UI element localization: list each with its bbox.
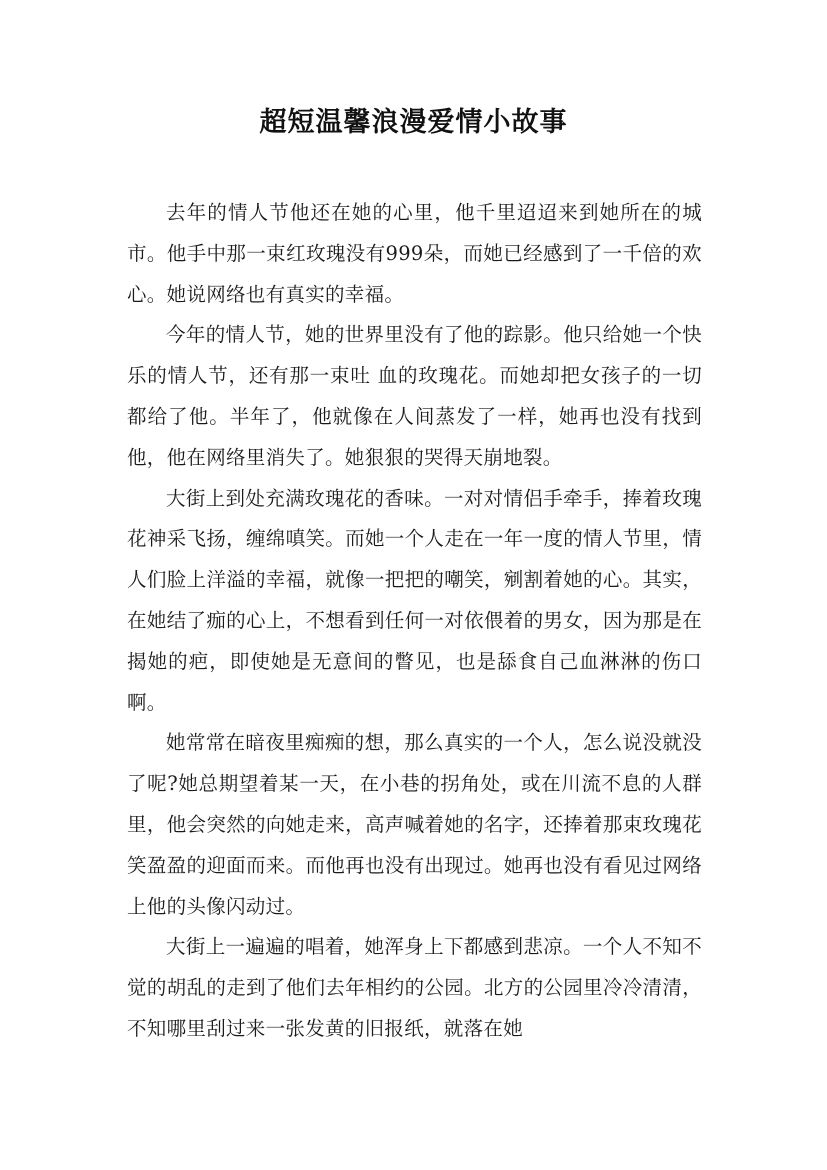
paragraph-2: 今年的情人节，她的世界里没有了他的踪影。他只给她一个快乐的情人节，还有那一束吐 血的玫瑰花。而她却把女孩子的一切都给了他。半年了，他就像在人间蒸发了一样，她再也没有找到他，他在网络里消失了。她狠狠的哭得天崩地裂。 bbox=[127, 323, 702, 469]
paragraph-4: 她常常在暗夜里痴痴的想，那么真实的一个人，怎么说没就没了呢?她总期望着某一天，在小巷的拐角处，或在川流不息的人群里，他会突然的向她走来，高声喊着她的名字，还捧着那束玫瑰花笑盈盈的迎面而来。而他再也没有出现过。她再也没有看见过网络上他的头像闪动过。 bbox=[127, 731, 702, 918]
paragraph-1: 去年的情人节他还在她的心里，他千里迢迢来到她所在的城市。他手中那一束红玫瑰没有999朵，而她已经感到了一千倍的欢心。她说网络也有真实的幸福。 bbox=[127, 201, 702, 306]
paragraph-5: 大街上一遍遍的唱着，她浑身上下都感到悲凉。一个人不知不觉的胡乱的走到了他们去年相约的公园。北方的公园里冷冷清清，不知哪里刮过来一张发黄的旧报纸，就落在她 bbox=[127, 935, 702, 1040]
document-title: 超短温馨浪漫爱情小故事 bbox=[259, 107, 568, 138]
document-body bbox=[127, 193, 702, 1050]
paragraph-3: 大街上到处充满玫瑰花的香味。一对对情侣手牵手，捧着玫瑰花神采飞扬，缠绵嗔笑。而她一个人走在一年一度的情人节里，情人们脸上洋溢的幸福，就像一把把的嘲笑，剜割着她的心。其实，在她结了痂的心上，不想看到任何一对依偎着的男女，因为那是在揭她的疤，即使她是无意间的瞥见，也是舔食自己血淋淋的伤口啊。 bbox=[127, 486, 702, 714]
